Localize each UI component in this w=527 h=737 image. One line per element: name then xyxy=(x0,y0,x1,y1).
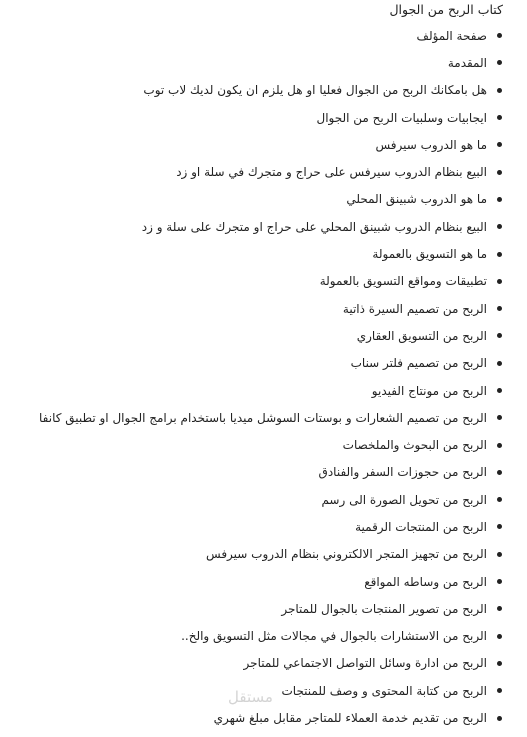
bullet-icon xyxy=(497,88,502,93)
list-item-text: الربح من الاستشارات بالجوال في مجالات مثل التسويق والخ.. xyxy=(181,629,487,644)
list-item xyxy=(39,513,487,540)
list-item-text: هل بامكانك الربح من الجوال فعليا او هل يلزم ان يكون لديك لاب توب xyxy=(143,83,487,98)
list-item xyxy=(39,240,487,267)
toc-list xyxy=(39,22,487,732)
bullet-icon xyxy=(497,33,502,38)
bullet-icon xyxy=(497,524,502,529)
bullet-icon xyxy=(497,252,502,257)
bullet-icon xyxy=(497,634,502,639)
list-item xyxy=(39,568,487,595)
bullet-icon xyxy=(497,606,502,611)
list-item-text: الربح من التسويق العقاري xyxy=(356,328,487,343)
bullet-icon xyxy=(497,170,502,175)
list-item-text: الربح من حجوزات السفر والفنادق xyxy=(318,465,487,480)
list-item xyxy=(39,541,487,568)
bullet-icon xyxy=(497,716,502,721)
bullet-icon xyxy=(497,470,502,475)
list-item-text: الربح من كتابة المحتوى و وصف للمنتجات xyxy=(281,683,487,698)
list-item-text: الربح من تصميم الشعارات و بوستات السوشل ميديا باستخدام برامج الجوال او تطبيق كانفا xyxy=(39,410,487,425)
list-item-text: الربح من تصوير المنتجات بالجوال للمتاجر xyxy=(281,601,487,616)
list-item-text: ما هو الدروب سيرفس xyxy=(375,137,487,152)
bullet-icon xyxy=(497,333,502,338)
list-item-text: تطبيقات ومواقع التسويق بالعمولة xyxy=(319,274,487,289)
bullet-icon xyxy=(497,415,502,420)
list-item xyxy=(39,595,487,622)
list-item-text: ما هو التسويق بالعمولة xyxy=(372,247,487,262)
bullet-icon xyxy=(497,552,502,557)
list-item xyxy=(39,104,487,131)
bullet-icon xyxy=(497,661,502,666)
bullet-icon xyxy=(497,497,502,502)
list-item-text: الربح من ادارة وسائل التواصل الاجتماعي للمتاجر xyxy=(243,656,487,671)
list-item-text: البيع بنظام الدروب شبينق المحلي على حراج او متجرك على سلة و زد xyxy=(141,219,487,234)
list-item-text: الربح من مونتاج الفيديو xyxy=(371,383,487,398)
list-item xyxy=(39,623,487,650)
list-item xyxy=(39,459,487,486)
bullet-icon xyxy=(497,579,502,584)
list-item-text: ايجابيات وسلبيات الربح من الجوال xyxy=(316,110,487,125)
bullet-icon xyxy=(497,142,502,147)
bullet-icon xyxy=(497,279,502,284)
list-item xyxy=(39,350,487,377)
list-item xyxy=(39,213,487,240)
bullet-icon xyxy=(497,688,502,693)
list-item-text: الربح من تصميم السيرة ذاتية xyxy=(342,301,487,316)
bullet-icon xyxy=(497,443,502,448)
list-item xyxy=(39,431,487,458)
list-item xyxy=(39,186,487,213)
list-item-text: المقدمة xyxy=(447,55,487,70)
list-item xyxy=(39,404,487,431)
list-item-text: الربح من المنتجات الرقمية xyxy=(355,519,487,534)
bullet-icon xyxy=(497,388,502,393)
list-item xyxy=(39,268,487,295)
list-item-text: صفحة المؤلف xyxy=(416,28,487,43)
list-item-text: البيع بنظام الدروب سيرفس على حراج و متجرك في سلة او زد xyxy=(176,165,487,180)
list-item xyxy=(39,295,487,322)
list-item-text: الربح من تقديم خدمة العملاء للمتاجر مقابل مبلغ شهري xyxy=(213,711,487,726)
list-item-text: الربح من البحوث والملخصات xyxy=(342,438,487,453)
watermark-logo: مستقل xyxy=(228,688,273,706)
list-item xyxy=(39,158,487,185)
bullet-icon xyxy=(497,224,502,229)
bullet-icon xyxy=(497,197,502,202)
list-item xyxy=(39,377,487,404)
list-item xyxy=(39,322,487,349)
list-item-text: الربح من وساطه المواقع xyxy=(364,574,487,589)
list-item xyxy=(39,22,487,49)
list-item-text: الربح من تحويل الصورة الى رسم xyxy=(321,492,487,507)
list-item xyxy=(39,131,487,158)
list-item-text: ما هو الدروب شبينق المحلي xyxy=(346,192,487,207)
list-item-text: الربح من تجهيز المتجر الالكتروني بنظام الدروب سيرفس xyxy=(206,547,487,562)
bullet-icon xyxy=(497,306,502,311)
list-item xyxy=(39,77,487,104)
bullet-icon xyxy=(497,115,502,120)
document-title: كتاب الربح من الجوال xyxy=(389,2,503,17)
bullet-icon xyxy=(497,60,502,65)
bullet-icon xyxy=(497,361,502,366)
list-item xyxy=(39,650,487,677)
list-item xyxy=(39,704,487,731)
list-item xyxy=(39,49,487,76)
list-item xyxy=(39,486,487,513)
list-item-text: الربح من تصميم فلتر سناب xyxy=(350,356,487,371)
